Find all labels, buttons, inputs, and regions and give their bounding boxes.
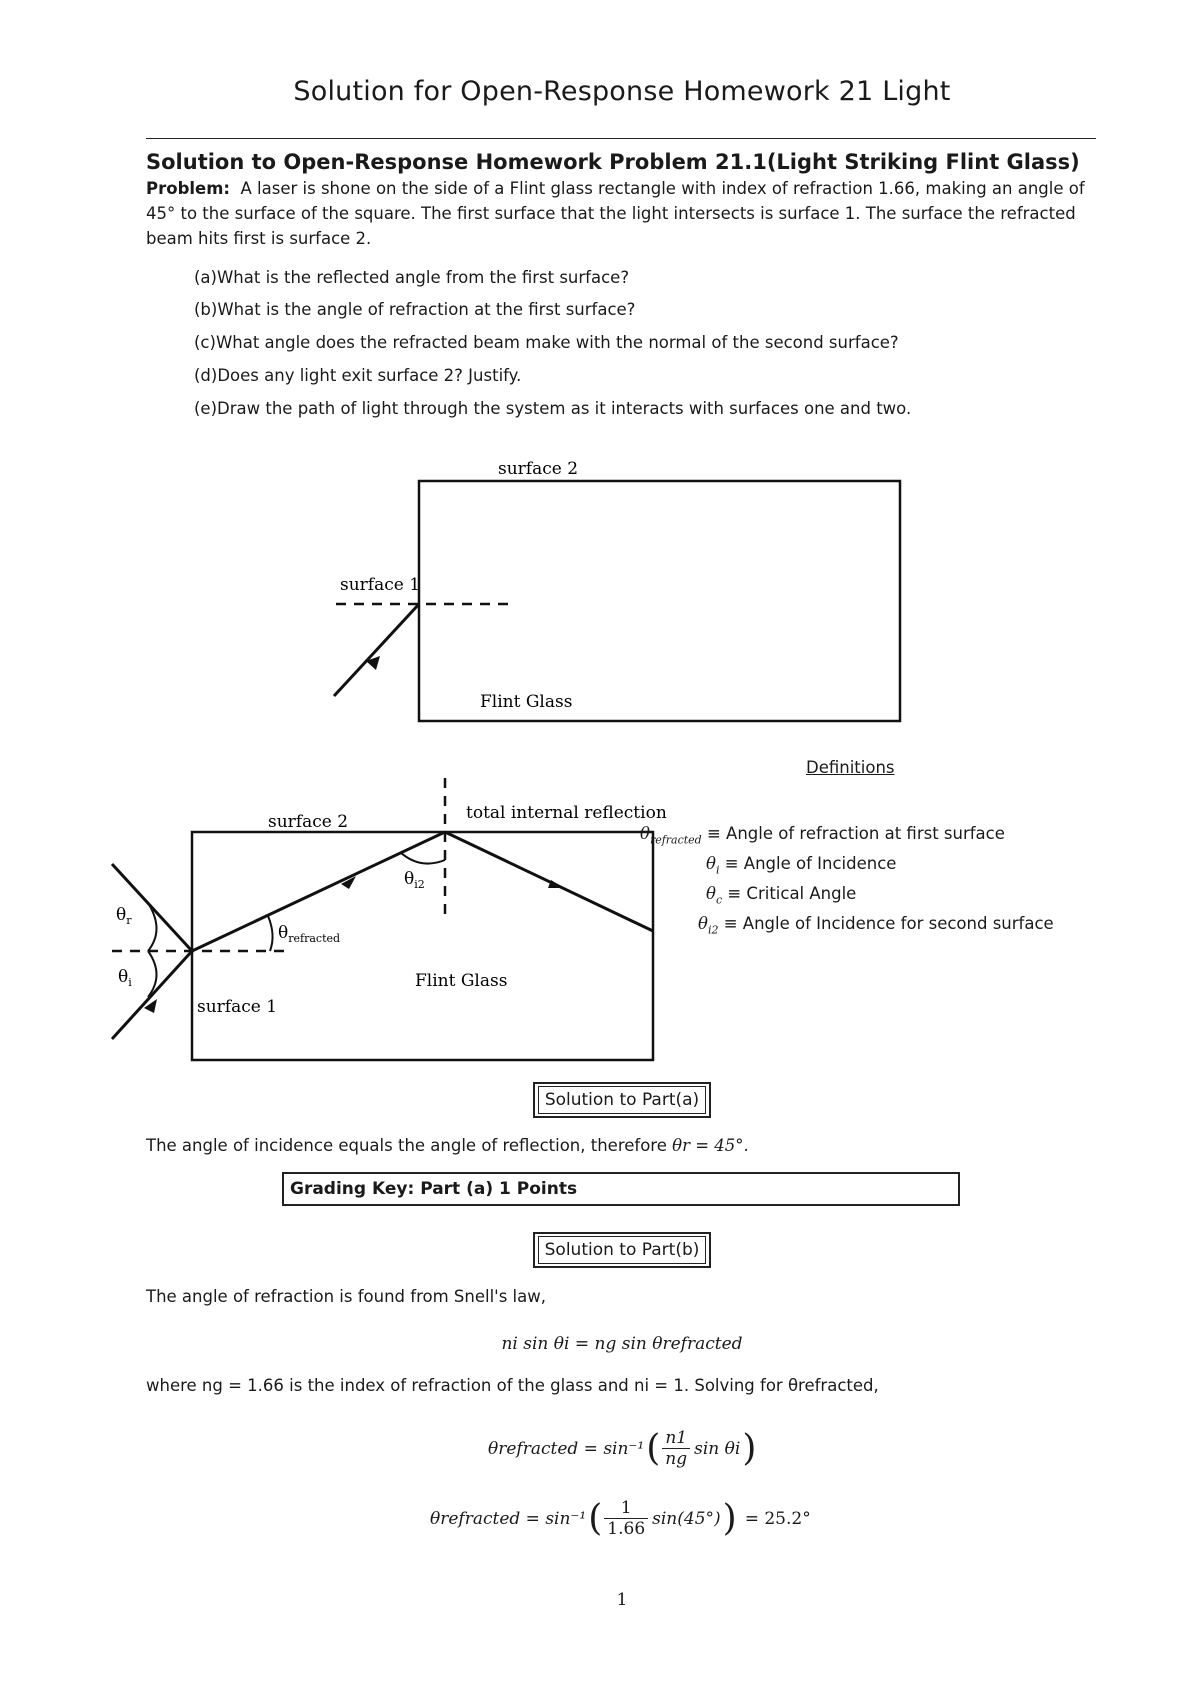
part-b-where: where ng = 1.66 is the index of refraction of the glass and ni = 1. Solving for θrefracted, — [146, 1376, 879, 1395]
tir-ray — [445, 832, 653, 931]
glass-rectangle-2 — [192, 832, 653, 1060]
theta-i-label: $\theta_i$ — [118, 967, 132, 989]
definitions-heading: Definitions — [806, 758, 895, 777]
figure-2 — [112, 778, 667, 1060]
fig2-surface1-label: surface 1 — [197, 997, 278, 1017]
question-d: (d)Does any light exit surface 2? Justify. — [194, 366, 522, 385]
page-title: Solution for Open-Response Homework 21 Light — [293, 76, 951, 107]
question-b: (b)What is the angle of refraction at the first surface? — [194, 300, 636, 319]
equation-2: θrefracted = sin⁻¹ ( 1 1.66 sin(45°) ) = 25.2° — [430, 1498, 811, 1539]
part-a-grading-key: Grading Key: Part (a) 1 Points — [282, 1172, 960, 1206]
fig1-surface2-label: surface 2 — [498, 459, 579, 479]
equation-1: θrefracted = sin⁻¹ ( n1 ng sin θi ) — [488, 1428, 757, 1469]
glass-rectangle-1 — [419, 481, 900, 721]
definition-critical: $\theta_c$ ≡ Critical Angle — [706, 884, 857, 907]
fig2-surface2-label: surface 2 — [268, 812, 349, 832]
snell-equation: ni sin θi = ng sin θrefracted — [501, 1334, 743, 1354]
fig2-tir-label: total internal reflection — [466, 803, 667, 823]
page-number: 1 — [616, 1590, 628, 1610]
incident-ray-2 — [112, 951, 192, 1039]
theta-r-label: $\theta_r$ — [116, 905, 132, 927]
fig2-glass-label: Flint Glass — [415, 971, 508, 991]
problem-text: A laser is shone on the side of a Flint glass rectangle with index of refraction 1.66, making an angle of 45° to the surface of the square. The first surface that the light intersects is surface 1. The surface the refracted beam hits first is surface 2. — [146, 179, 1085, 248]
part-b-intro: The angle of refraction is found from Snell's law, — [146, 1287, 546, 1306]
theta-refracted-label: $\theta_{refracted}$ — [278, 923, 341, 945]
part-a-text: The angle of incidence equals the angle of reflection, therefore θr = 45°. — [146, 1136, 749, 1155]
problem-label: Problem: — [146, 179, 231, 198]
definition-refracted: $\theta_{refracted}$ ≡ Angle of refraction at first surface — [640, 824, 1005, 847]
question-e: (e)Draw the path of light through the system as it interacts with surfaces one and two. — [194, 399, 912, 418]
figure-1 — [334, 459, 900, 721]
definition-incidence: $\theta_i$ ≡ Angle of Incidence — [706, 854, 897, 877]
question-c: (c)What angle does the refracted beam make with the normal of the second surface? — [194, 333, 899, 352]
theta-i2-arc — [400, 852, 445, 864]
incident-ray-1 — [334, 604, 419, 696]
question-a: (a)What is the reflected angle from the first surface? — [194, 268, 630, 287]
part-a-box: Solution to Part(a) — [533, 1082, 711, 1118]
definition-incidence-2: $\theta_{i2}$ ≡ Angle of Incidence for second surface — [698, 914, 1054, 937]
fig1-glass-label: Flint Glass — [480, 692, 573, 712]
theta-refracted-arc — [268, 916, 273, 951]
theta-i2-label: $\theta_{i2}$ — [404, 869, 425, 891]
fig1-surface1-label: surface 1 — [340, 575, 421, 595]
part-b-box: Solution to Part(b) — [533, 1232, 711, 1268]
problem-heading: Solution to Open-Response Homework Problem 21.1(Light Striking Flint Glass) — [146, 150, 1080, 174]
